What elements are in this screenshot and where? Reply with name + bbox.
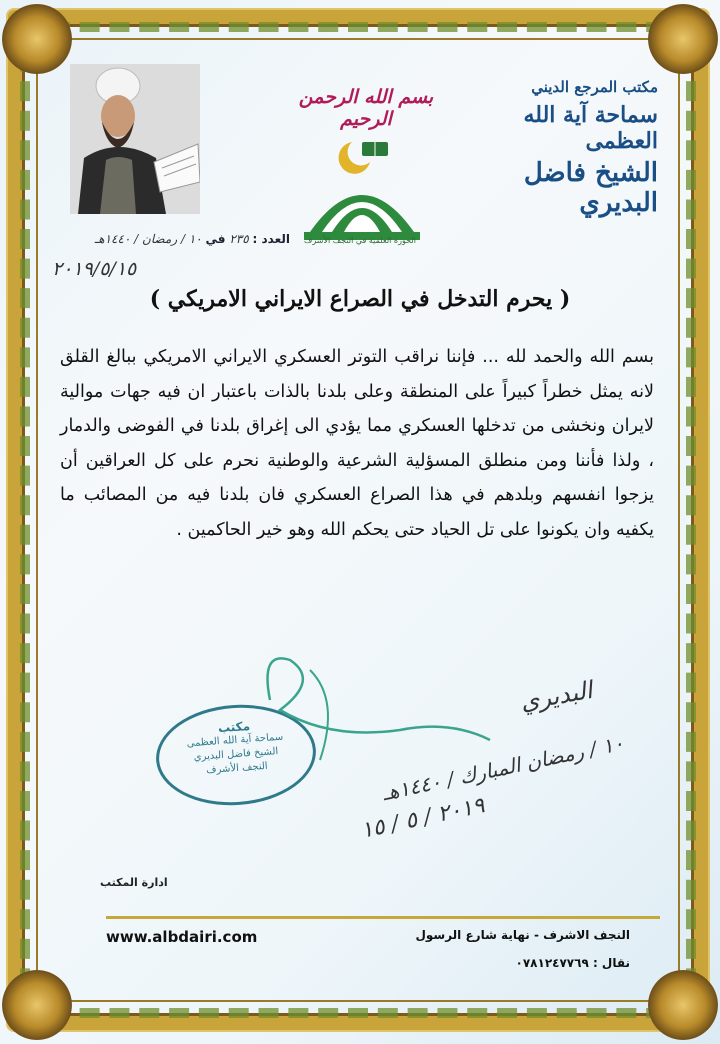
office-administration: ادارة المكتب xyxy=(100,876,168,889)
corner-ornament-icon xyxy=(2,970,72,1040)
cleric-portrait xyxy=(70,64,200,214)
handwritten-date: ٢٠١٩/٥/١٥ xyxy=(52,258,137,280)
footer-divider xyxy=(106,916,660,919)
office-address: النجف الاشرف - نهاية شارع الرسول xyxy=(415,928,630,942)
ref-number-label: العدد : xyxy=(252,232,290,246)
signature-stroke-icon xyxy=(250,640,510,780)
office-line-2: سماحة آية الله العظمى xyxy=(523,102,658,154)
logo-caption: الحوزة العلمية في النجف الأشرف xyxy=(304,236,416,245)
stamp-line-4: النجف الأشرف xyxy=(205,760,269,777)
office-line-3: الشيخ فاضل البديري xyxy=(523,158,658,218)
ref-number-value: ٢٣٥ xyxy=(229,232,249,246)
office-line-1: مكتب المرجع الديني xyxy=(531,78,658,96)
signature-name: البديري xyxy=(518,675,595,717)
ref-date-label: في xyxy=(205,232,226,246)
corner-ornament-icon xyxy=(648,4,718,74)
corner-ornament-icon xyxy=(2,4,72,74)
document-body: بسم الله والحمد لله ... فإننا نراقب التوتر العسكري الايراني الامريكي ببالغ القلق لانه يمثل خطراً كبيراً على المنطقة وعلى بلدنا بالذات باعتبار ان فيه جهات موالية لايران ونخشى من تدخلها العسكري مما يؤدي الى إغراق بلدنا في الفوضى والدمار ، ولذا فأننا ومن منطلق المسؤلية الشرعية والوطنية نحرم على كل العراقين أن يزجوا انفسهم وبلدهم في هذا الصراع العسكري فان بلدنا فيه من المصائب ما يكفيه وان يكونوا على تل الحياد حتى يحكم الله وهو خير الحاكمين . xyxy=(60,347,654,540)
corner-ornament-icon xyxy=(648,970,718,1040)
ref-date-value: ١٠ / رمضان / ١٤٤٠هـ xyxy=(94,232,202,246)
bismillah: بسم الله الرحمن الرحيم xyxy=(298,86,434,130)
stamp-line-3: الشيخ فاضل البديري xyxy=(193,746,279,763)
signature-hijri-date: ١٠ / رمضان المبارك / ١٤٤٠هـ xyxy=(380,730,626,806)
stamp-line-2: سماحة آية الله العظمى xyxy=(186,731,284,750)
website-link[interactable]: www.albdairi.com xyxy=(106,928,258,946)
office-phone: نقال : ٠٧٨١٢٤٧٧٦٩ xyxy=(515,956,630,970)
reference-line xyxy=(60,232,290,246)
document-title: ( يحرم التدخل في الصراع الايراني الامريكي ) xyxy=(149,286,571,312)
office-heading xyxy=(448,78,658,218)
signature-gregorian-date: ٢٠١٩ / ٥ / ١٥ xyxy=(358,793,487,844)
stamp-line-1: مكتب xyxy=(217,718,251,736)
